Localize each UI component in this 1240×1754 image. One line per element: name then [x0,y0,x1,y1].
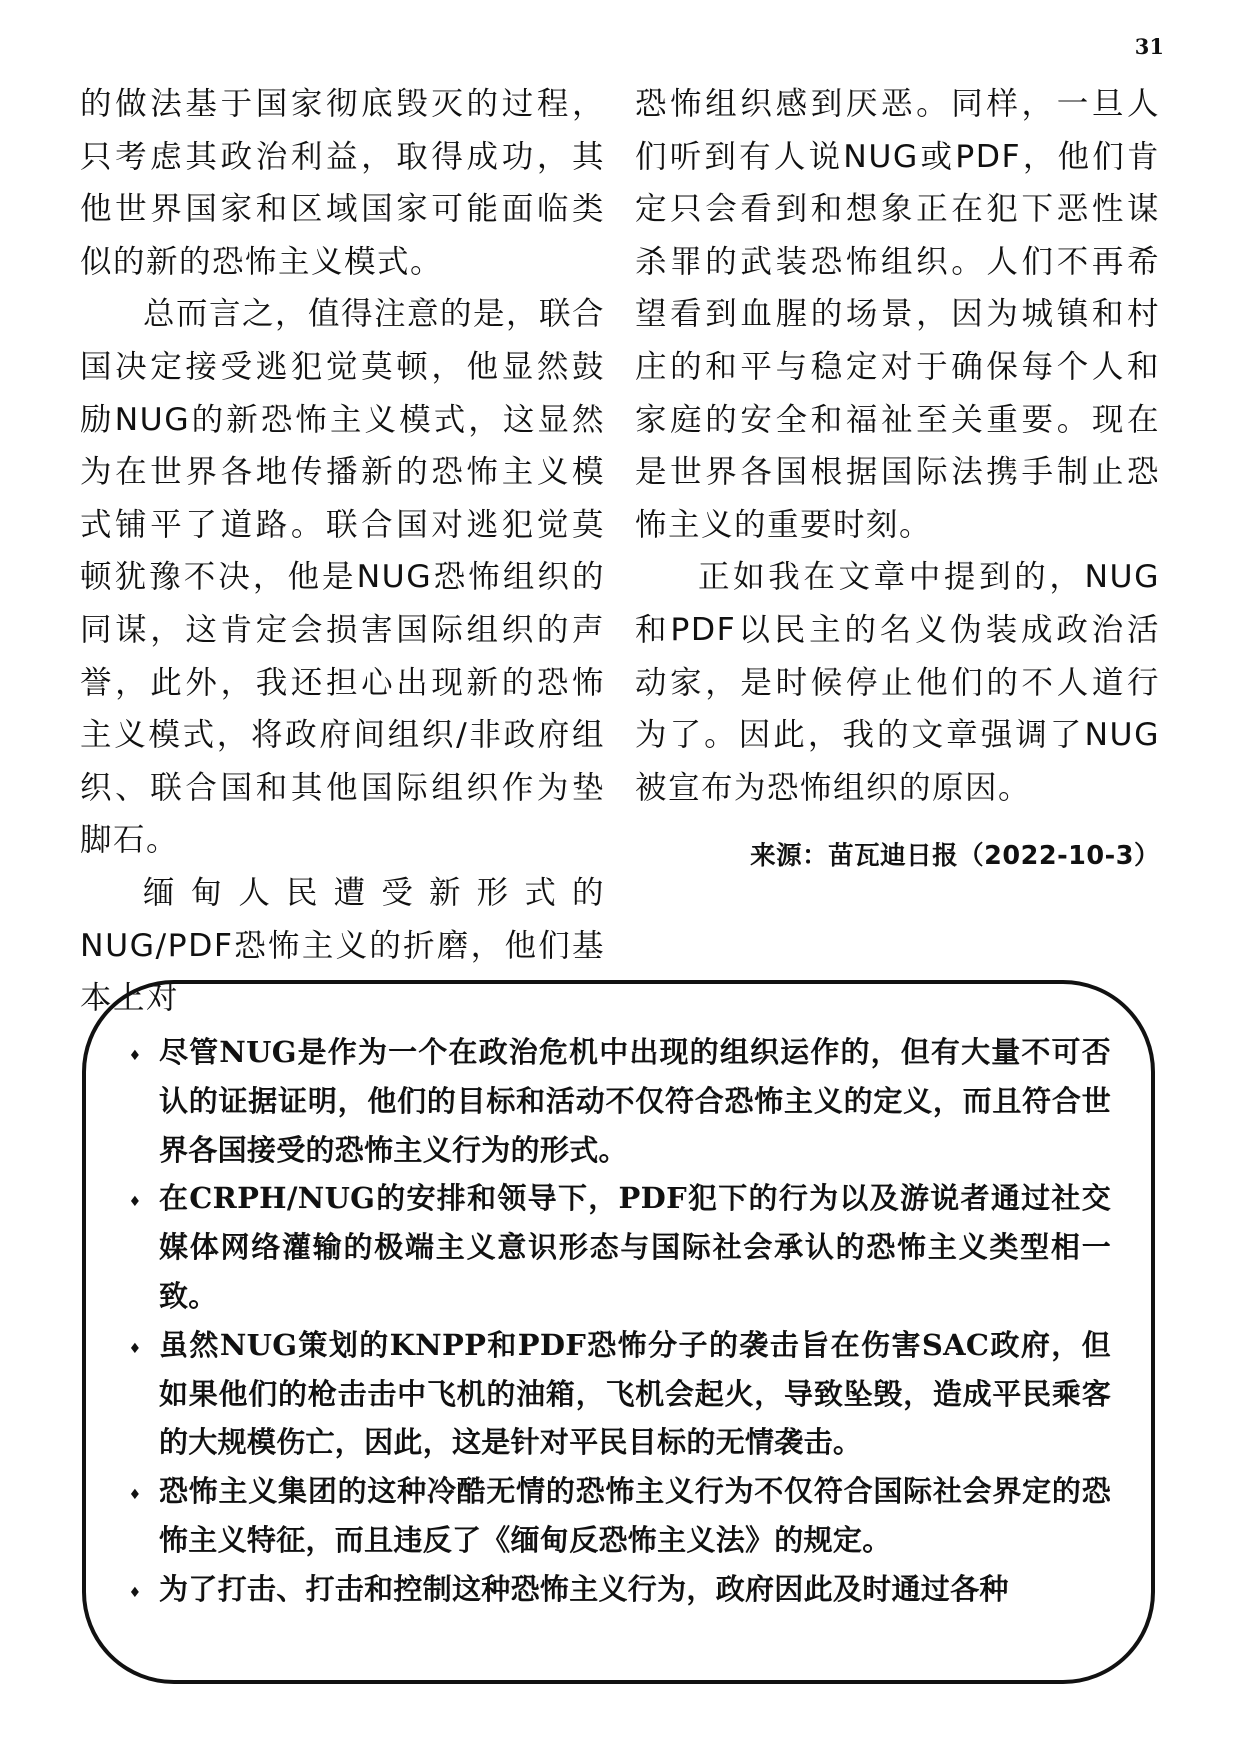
source-citation: 来源：苗瓦迪日报（2022-10-3） [750,841,1160,872]
summary-box [82,980,1155,1684]
list-item-text: 尽管NUG是作为一个在政治危机中出现的组织运作的，但有大量不可否认的证据证明，他们的目标和活动不仅符合恐怖主义的定义，而且符合世界各国接受的恐怖主义行为的形式。 [159,1035,1111,1167]
list-item [111,1321,1111,1467]
list-item [111,1467,1111,1565]
paragraph: 正如我在文章中提到的，NUG和PDF以民主的名义伪装成政治活动家，是时候停止他们的不人道行为了。因此，我的文章强调了NUG被宣布为恐怖组织的原因。 [635,559,1160,806]
paragraph: 的做法基于国家彻底毁灭的过程，只考虑其政治利益，取得成功，其他世界国家和区域国家可能面临类似的新的恐怖主义模式。 [80,86,605,280]
list-item-text: 恐怖主义集团的这种冷酷无情的恐怖主义行为不仅符合国际社会界定的恐怖主义特征，而且违反了《缅甸反恐怖主义法》的规定。 [159,1474,1111,1557]
list-item [111,1174,1111,1320]
diamond-bullet-icon: ♦ [128,1194,142,1211]
left-column [80,78,606,1017]
diamond-bullet-icon: ♦ [128,1048,142,1064]
diamond-bullet-icon: ♦ [128,1487,142,1504]
list-item [111,1028,1111,1174]
article-body [80,78,1160,1017]
summary-list [111,1028,1111,1618]
diamond-bullet-icon: ♦ [128,1340,142,1357]
paragraph: 总而言之，值得注意的是，联合国决定接受逃犯觉莫顿，他显然鼓励NUG的新恐怖主义模式，这显然为在世界各地传播新的恐怖主义模式铺平了道路。联合国对逃犯觉莫顿犹豫不决，他是NUG恐怖组织的同谋，这肯定会损害国际组织的声誉，此外，我还担心出现新的恐怖主义模式，将政府间组织/非政府组织、联合国和其他国际组织作为垫脚石。 [80,296,606,859]
paragraph: 缅甸人民遭受新形式的NUG/PDF恐怖主义的折磨，他们基本上对 [80,874,605,1017]
right-column [635,78,1160,938]
list-item-text: 为了打击、打击和控制这种恐怖主义行为，政府因此及时通过各种 [159,1571,1009,1606]
diamond-bullet-icon: ♦ [128,1584,142,1601]
page-number: 31 [1134,34,1164,59]
paragraph: 恐怖组织感到厌恶。同样，一旦人们听到有人说NUG或PDF，他们肯定只会看到和想象正在犯下恶性谋杀罪的武装恐怖组织。人们不再希望看到血腥的场景，因为城镇和村庄的和平与稳定对于确保每个人和家庭的安全和福祉至关重要。现在是世界各国根据国际法携手制止恐怖主义的重要时刻。 [635,86,1160,543]
list-item [111,1565,1111,1618]
list-item-text: 虽然NUG策划的KNPP和PDF恐怖分子的袭击旨在伤害SAC政府，但如果他们的枪击击中飞机的油箱，飞机会起火，导致坠毁，造成平民乘客的大规模伤亡，因此，这是针对平民目标的无情袭击。 [159,1327,1111,1460]
list-item-text: 在CRPH/NUG的安排和领导下，PDF犯下的行为以及游说者通过社交媒体网络灌输的极端主义意识形态与国际社会承认的恐怖主义类型相一致。 [159,1181,1111,1313]
